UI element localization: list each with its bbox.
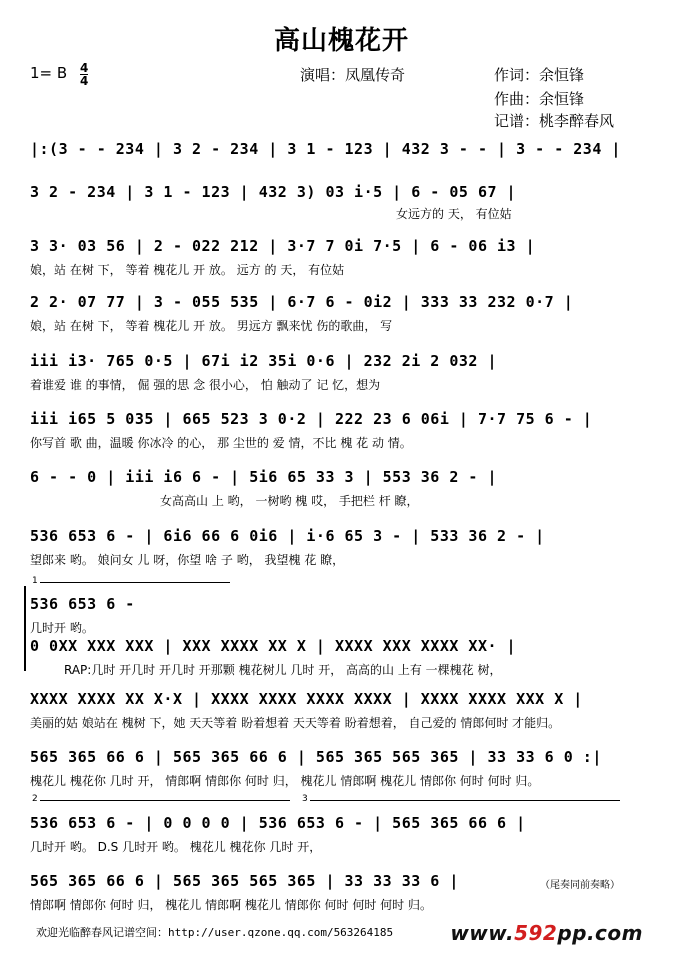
notation-line: 536 653 6 - | 6i6 66 6 0i6 | i·6 65 3 - | 533 36 2 - | bbox=[30, 527, 545, 545]
volta-2: 2 bbox=[30, 800, 290, 811]
notation-line: XXXX XXXX XX X·X | XXXX XXXX XXXX XXXX | XXXX XXXX XXX X | bbox=[30, 690, 583, 708]
repeat-bracket bbox=[24, 586, 26, 671]
lyric-line: 女高高山 上 哟， 一树哟 槐 哎， 手把栏 杆 瞭， bbox=[160, 494, 419, 508]
time-signature-bottom: 4 bbox=[80, 74, 89, 88]
lyric-line: RAP:几时 开几时 开几时 开那颗 槐花树儿 几时 开， 高高的山 上有 一棵槐花 树， bbox=[64, 663, 502, 677]
notation-line: iii i65 5 035 | 665 523 3 0·2 | 222 23 6 06i | 7·7 75 6 - | bbox=[30, 410, 593, 428]
notation-line: 565 365 66 6 | 565 365 66 6 | 565 365 565 365 | 33 33 6 0 :| bbox=[30, 748, 602, 766]
key-signature: 1= B bbox=[30, 64, 68, 82]
time-signature-top: 4 bbox=[80, 61, 89, 75]
coda-note: （尾奏同前奏略） bbox=[540, 880, 620, 891]
lyric-line: 着谁爱 谁 的事情， 倔 强的思 念 很小心， 怕 触动了 记 忆，想为 bbox=[30, 378, 381, 392]
lyric-line: 几时开 哟。 D.S 几时开 哟。 槐花儿 槐花你 几时 开， bbox=[30, 840, 322, 854]
volta-3: 3 bbox=[300, 800, 620, 811]
notation-line: 2 2· 07 77 | 3 - 055 535 | 6·7 6 - 0i2 | 333 33 232 0·7 | bbox=[30, 293, 574, 311]
site-logo: www.592pp.com bbox=[450, 921, 643, 945]
notation-line: 6 - - 0 | iii i6 6 - | 5i6 65 33 3 | 553 36 2 - | bbox=[30, 468, 498, 486]
lyric-line: 娘，站 在树 下， 等着 槐花儿 开 放。 远方 的 天， 有位姑 bbox=[30, 263, 345, 277]
notation-line: 536 653 6 - bbox=[30, 595, 135, 613]
notation-line: |:(3 - - 234 | 3 2 - 234 | 3 1 - 123 | 432 3 - - | 3 - - 234 | bbox=[30, 140, 621, 158]
notation-line: 536 653 6 - | 0 0 0 0 | 536 653 6 - | 565 365 66 6 | bbox=[30, 814, 526, 832]
lyric-line: 你写首 歌 曲，温暖 你冰冷 的心， 那 尘世的 爱 情，不比 槐 花 动 情。 bbox=[30, 436, 412, 450]
notation-line: 565 365 66 6 | 565 365 565 365 | 33 33 33 6 | bbox=[30, 872, 459, 890]
volta-1: 1 bbox=[30, 582, 230, 593]
composer-credit: 作曲：余恒锋 bbox=[494, 90, 585, 108]
lyric-line: 美丽的姑 娘站在 槐树 下，她 天天等着 盼着想着 天天等着 盼着想着， 自己爱的 情郎何时 才能归。 bbox=[30, 716, 561, 730]
notation-line: 3 3· 03 56 | 2 - 022 212 | 3·7 7 0i 7·5 | 6 - 06 i3 | bbox=[30, 237, 536, 255]
lyric-line: 几时开 哟。 bbox=[30, 621, 94, 635]
lyric-line: 望郎来 哟。 娘问女 儿 呀，你望 啥 子 哟， 我望槐 花 瞭， bbox=[30, 553, 345, 567]
notation-line: 3 2 - 234 | 3 1 - 123 | 432 3) 03 i·5 | 6 - 05 67 | bbox=[30, 183, 517, 201]
song-title: 高山槐花开 bbox=[273, 26, 409, 56]
lyric-line: 情郎啊 情郎你 何时 归， 槐花儿 情郎啊 槐花儿 情郎你 何时 何时 何时 归。 bbox=[30, 898, 432, 912]
lyricist-credit: 作词：余恒锋 bbox=[494, 66, 585, 84]
singer-credit: 演唱：凤凰传奇 bbox=[300, 66, 406, 84]
notation-line: iii i3· 765 0·5 | 67i i2 35i 0·6 | 232 2i 2 032 | bbox=[30, 352, 498, 370]
transcriber-credit: 记谱：桃李醉春风 bbox=[494, 112, 615, 130]
lyric-line: 槐花儿 槐花你 几时 开， 情郎啊 情郎你 何时 归， 槐花儿 情郎啊 槐花儿 情郎你 何时 何时 归。 bbox=[30, 774, 540, 788]
notation-line: 0 0XX XXX XXX | XXX XXXX XX X | XXXX XXX XXXX XX· | bbox=[30, 637, 517, 655]
lyric-line: 女远方的 天， 有位姑 bbox=[396, 207, 512, 221]
lyric-line: 娘，站 在树 下， 等着 槐花儿 开 放。 男远方 飘来忧 伤的歌曲， 写 bbox=[30, 319, 393, 333]
footer-text: 欢迎光临醉春风记谱空间：http://user.qzone.qq.com/563264185 bbox=[36, 926, 394, 939]
